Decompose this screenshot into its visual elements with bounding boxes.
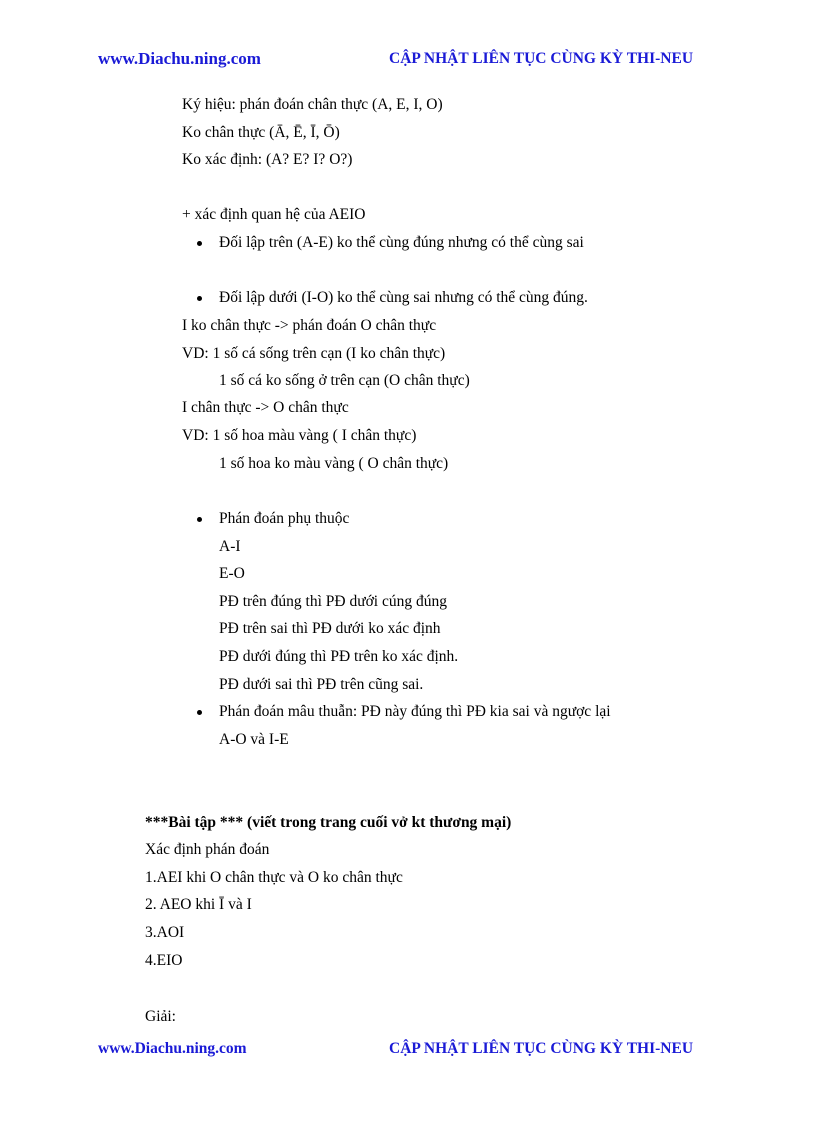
symbols-line: Ký hiệu: phán đoán chân thực (A, E, I, O)	[182, 96, 443, 113]
subalternation-rule: PĐ dưới sai thì PĐ trên cũng sai.	[219, 676, 424, 693]
example-line: 1 số cá ko sống ở trên cạn (O chân thực)	[219, 372, 470, 389]
bullet-icon	[197, 710, 202, 715]
bullet-icon	[197, 241, 202, 246]
not-true-line: Ko chân thực (Ā, Ē, Ī, Ō)	[182, 124, 340, 141]
relations-heading: + xác định quan hệ của AEIO	[182, 206, 366, 223]
bullet-icon	[197, 517, 202, 522]
footer-slogan: CẬP NHẬT LIÊN TỤC CÙNG KỲ THI-NEU	[389, 1040, 694, 1057]
example-line: VD: 1 số cá sống trên cạn (I ko chân thực)	[182, 345, 446, 362]
exercise-prompt: Xác định phán đoán	[145, 841, 270, 858]
subalternation-rule: PĐ trên đúng thì PĐ dưới cúng đúng	[219, 593, 447, 610]
bullet-icon	[197, 296, 202, 301]
subalternation-item: Phán đoán phụ thuộc	[219, 510, 350, 527]
exercise-item: 1.AEI khi O chân thực và O ko chân thực	[145, 869, 403, 886]
subalternation-rule: PĐ dưới đúng thì PĐ trên ko xác định.	[219, 648, 459, 665]
subalternation-rule: PĐ trên sai thì PĐ dưới ko xác định	[219, 620, 441, 637]
exercise-item: 2. AEO khi Ī và I	[145, 896, 252, 913]
exercise-item: 3.AOI	[145, 924, 185, 941]
rule-line: I chân thực -> O chân thực	[182, 399, 349, 416]
undetermined-line: Ko xác định: (A? E? I? O?)	[182, 151, 353, 168]
contradiction-pairs: A-O và I-E	[219, 731, 289, 748]
header-slogan: CẬP NHẬT LIÊN TỤC CÙNG KỲ THI-NEU	[389, 50, 694, 67]
example-line: VD: 1 số hoa màu vàng ( I chân thực)	[182, 427, 417, 444]
upper-contrary-item: Đối lập trên (A-E) ko thể cùng đúng nhưng có thể cùng sai	[219, 234, 584, 251]
exercise-title: ***Bài tập *** (viết trong trang cuối vở kt thương mại)	[145, 814, 512, 831]
contradiction-item: Phán đoán mâu thuẫn: PĐ này đúng thì PĐ kia sai và ngược lại	[219, 703, 611, 720]
rule-line: I ko chân thực -> phán đoán O chân thực	[182, 317, 437, 334]
exercise-item: 4.EIO	[145, 952, 183, 969]
header-site-link[interactable]: www.Diachu.ning.com	[98, 49, 261, 68]
lower-contrary-item: Đối lập dưới (I-O) ko thể cùng sai nhưng có thể cùng đúng.	[219, 289, 588, 306]
solution-label: Giải:	[145, 1008, 176, 1025]
subalternation-pair: A-I	[219, 538, 241, 555]
footer-site-link[interactable]: www.Diachu.ning.com	[98, 1040, 247, 1057]
subalternation-pair: E-O	[219, 565, 245, 582]
example-line: 1 số hoa ko màu vàng ( O chân thực)	[219, 455, 449, 472]
